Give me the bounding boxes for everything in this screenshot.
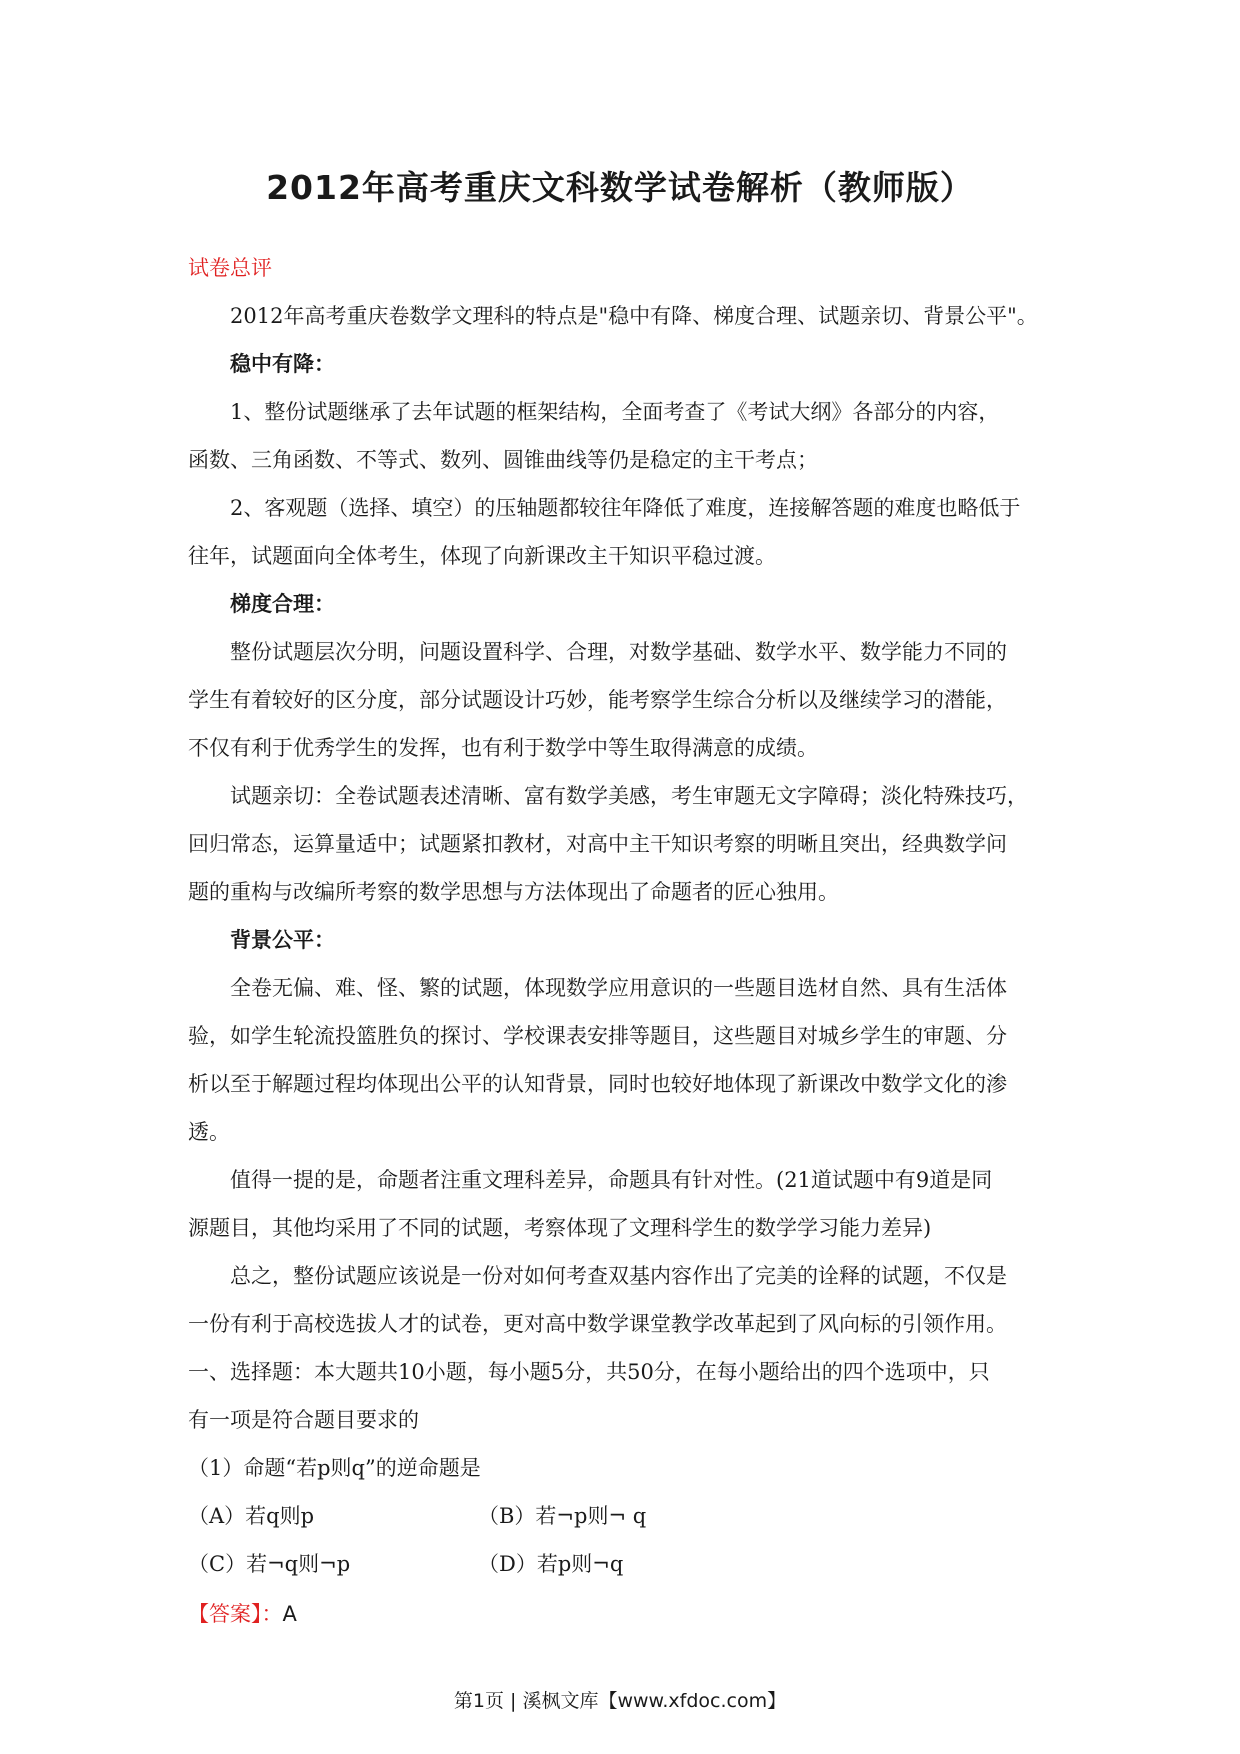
summary-line2: 一份有利于高校选拔人才的试卷，更对高中数学课堂教学改革起到了风向标的引领作用。 [188,1312,1007,1336]
option-b: （B）若¬p则¬ q [478,1504,647,1528]
note-line1: 值得一提的是，命题者注重文理科差异，命题具有针对性。(21道试题中有9道是同 [230,1168,993,1192]
friendly-line3: 题的重构与改编所考察的数学思想与方法体现出了命题者的匠心独用。 [188,880,839,904]
stable-p1-line2: 函数、三角函数、不等式、数列、圆锥曲线等仍是稳定的主干考点； [188,448,818,472]
fair-heading: 背景公平： [230,928,335,952]
question-1-answer [188,1590,1068,1638]
option-a: （A）若q则p [188,1504,315,1528]
answer-label: 【答案】： [188,1602,283,1626]
document-title: 2012年高考重庆文科数学试卷解析（教师版） [266,168,974,207]
stable-p1-line1: 1、整份试题继承了去年试题的框架结构，全面考查了《考试大纲》各部分的内容， [230,400,1000,424]
stable-p2-line2: 往年，试题面向全体考生，体现了向新课改主干知识平稳过渡。 [188,544,776,568]
document-body [188,244,1068,1638]
stable-p2-line1: 2、客观题（选择、填空）的压轴题都较往年降低了难度，连接解答题的难度也略低于 [230,496,1021,520]
option-d: （D）若p则¬q [478,1552,624,1576]
gradient-line1: 整份试题层次分明，问题设置科学、合理，对数学基础、数学水平、数学能力不同的 [230,640,1007,664]
intro-paragraph: 2012年高考重庆卷数学文理科的特点是"稳中有降、梯度合理、试题亲切、背景公平"。 [230,304,1038,328]
part1-line2: 有一项是符合题目要求的 [188,1408,419,1432]
section-label: 试卷总评 [188,256,272,280]
fair-line3: 析以至于解题过程均体现出公平的认知背景，同时也较好地体现了新课改中数学文化的渗 [188,1072,1007,1096]
question-1-options-row2 [188,1540,1068,1588]
fair-line4: 透。 [188,1120,230,1144]
part1-line1: 一、选择题：本大题共10小题，每小题5分，共50分，在每小题给出的四个选项中，只 [188,1360,990,1384]
gradient-line3: 不仅有利于优秀学生的发挥，也有利于数学中等生取得满意的成绩。 [188,736,818,760]
answer-value: A [282,1602,297,1626]
note-line2: 源题目，其他均采用了不同的试题，考察体现了文理科学生的数学学习能力差异) [188,1216,932,1240]
friendly-line1: 试题亲切：全卷试题表述清晰、富有数学美感，考生审题无文字障碍；淡化特殊技巧， [230,784,1028,808]
summary-line1: 总之，整份试题应该说是一份对如何考查双基内容作出了完美的诠释的试题，不仅是 [230,1264,1007,1288]
page-footer: 第1页 | 溪枫文库【www.xfdoc.com】 [453,1690,787,1712]
friendly-line2: 回归常态，运算量适中；试题紧扣教材，对高中主干知识考察的明晰且突出，经典数学问 [188,832,1007,856]
gradient-heading: 梯度合理： [230,592,335,616]
fair-line2: 验，如学生轮流投篮胜负的探讨、学校课表安排等题目，这些题目对城乡学生的审题、分 [188,1024,1007,1048]
gradient-line2: 学生有着较好的区分度，部分试题设计巧妙，能考察学生综合分析以及继续学习的潜能， [188,688,1007,712]
fair-line1: 全卷无偏、难、怪、繁的试题，体现数学应用意识的一些题目选材自然、具有生活体 [230,976,1007,1000]
stable-heading: 稳中有降： [230,352,335,376]
option-c: （C）若¬q则¬p [188,1552,351,1576]
question-1-options-row1 [188,1492,1068,1540]
question-1-stem: （1）命题“若p则q”的逆命题是 [188,1456,481,1480]
